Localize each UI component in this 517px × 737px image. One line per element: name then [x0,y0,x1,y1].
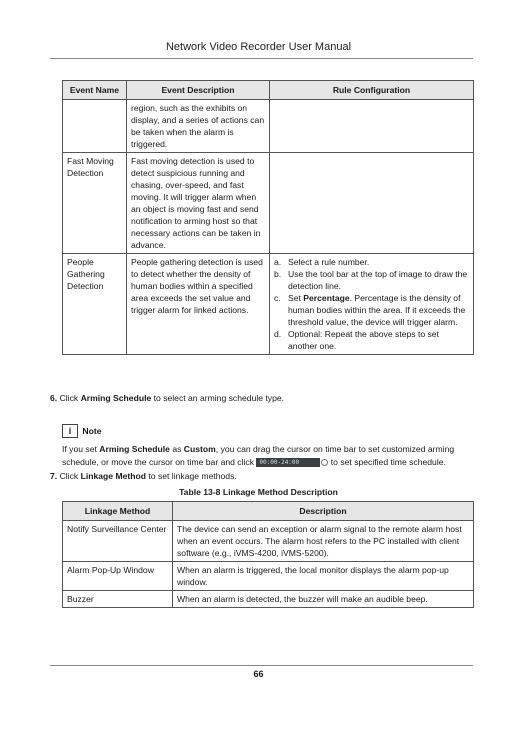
list-marker: d. [274,329,282,339]
note-text: as [169,444,184,454]
note-text: If you set [62,444,100,454]
linkage-method-table [62,501,474,608]
note-text: , you can drag the cursor on time bar to set customized arming schedule, or move the cursor on time bar and click [62,444,455,467]
column-header: Description [173,502,474,521]
rule-steps-list [274,256,469,352]
linkage-method-cell: Buzzer [63,591,173,608]
list-marker: b. [274,269,282,279]
column-header: Linkage Method [63,502,173,521]
note-text: to set specified time schedule. [328,457,446,467]
table-row [63,100,474,153]
time-bar-image: 00:00-24:00 [256,458,320,467]
linkage-method-cell: Notify Surveillance Center [63,521,173,562]
column-header: Event Name [63,81,127,100]
table-row [63,521,474,562]
list-marker: a. [274,257,282,267]
note-label: Note [82,426,102,436]
header-divider [50,58,473,59]
table-row [63,591,474,608]
event-name-cell [63,100,127,153]
event-name-cell: People Gathering Detection [63,254,127,355]
linkage-description-cell: When an alarm is detected, the buzzer will make an audible beep. [173,591,474,608]
rule-config-cell [270,100,474,153]
column-header: Event Description [127,81,270,100]
column-header: Rule Configuration [270,81,474,100]
step-text: to set linkage methods. [146,471,237,481]
list-item-text: Set [288,293,304,303]
event-description-cell: People gathering detection is used to detect whether the density of human bodies within a specified area exceeds the set value and trigger alarm for linked actions. [127,254,270,355]
step-text: Click [59,471,81,481]
step-text: Click [59,393,81,403]
event-description-cell: region, such as the exhibits on display, and a series of actions can be taken when the alarm is triggered. [127,100,270,153]
table-header-row [63,81,474,100]
bold-term: Arming Schedule [99,444,170,454]
note-body [62,443,472,469]
table-row [63,153,474,254]
list-item [274,256,469,268]
table-header-row [63,502,474,521]
table-caption: Table 13-8 Linkage Method Description [179,487,338,497]
table-row [63,254,474,355]
linkage-description-cell: When an alarm is triggered, the local monitor displays the alarm pop-up window. [173,562,474,591]
list-item-text: Select a rule number. [288,257,370,267]
linkage-method-cell: Alarm Pop-Up Window [63,562,173,591]
page-number: 66 [253,669,264,679]
step-7 [50,470,474,482]
footer-divider [50,665,473,666]
rule-config-cell [270,254,474,355]
event-rules-table [62,80,474,355]
table-row [63,562,474,591]
event-description-cell: Fast moving detection is used to detect suspicious running and chasing, over-speed, and fast moving. It will trigger alarm when an object is moving fast and send notification to arming host so that necessary actions can be taken in advance. [127,153,270,254]
rule-config-cell [270,153,474,254]
linkage-description-cell: The device can send an exception or alarm signal to the remote alarm host when an event occurs. The alarm host refers to the PC installed with client software (e.g., iVMS-4200, iVMS-5200). [173,521,474,562]
bold-term: Linkage Method [80,471,146,481]
event-name-cell: Fast Moving Detection [63,153,127,254]
step-text: to select an arming schedule type. [151,393,285,403]
step-number: 7. [50,471,58,481]
list-item-text: Use the tool bar at the top of image to draw the detection line. [288,269,468,291]
list-item-text: Optional: Repeat the above steps to set another one. [288,329,439,351]
list-item [274,292,469,328]
list-marker: c. [274,293,281,303]
page-header: Network Video Recorder User Manual [165,41,352,53]
list-item-text: . Percentage is the density of human bodies within the area. If it exceeds the threshold value, the device will trigger alarm. [288,293,466,327]
bold-term: Percentage [303,293,350,303]
bold-term: Arming Schedule [80,393,152,403]
info-icon: i [62,424,78,438]
list-item [274,328,469,352]
step-6 [50,392,474,404]
note-heading [62,424,102,438]
step-number: 6. [50,393,58,403]
list-item [274,268,469,292]
bold-term: Custom [183,444,216,454]
